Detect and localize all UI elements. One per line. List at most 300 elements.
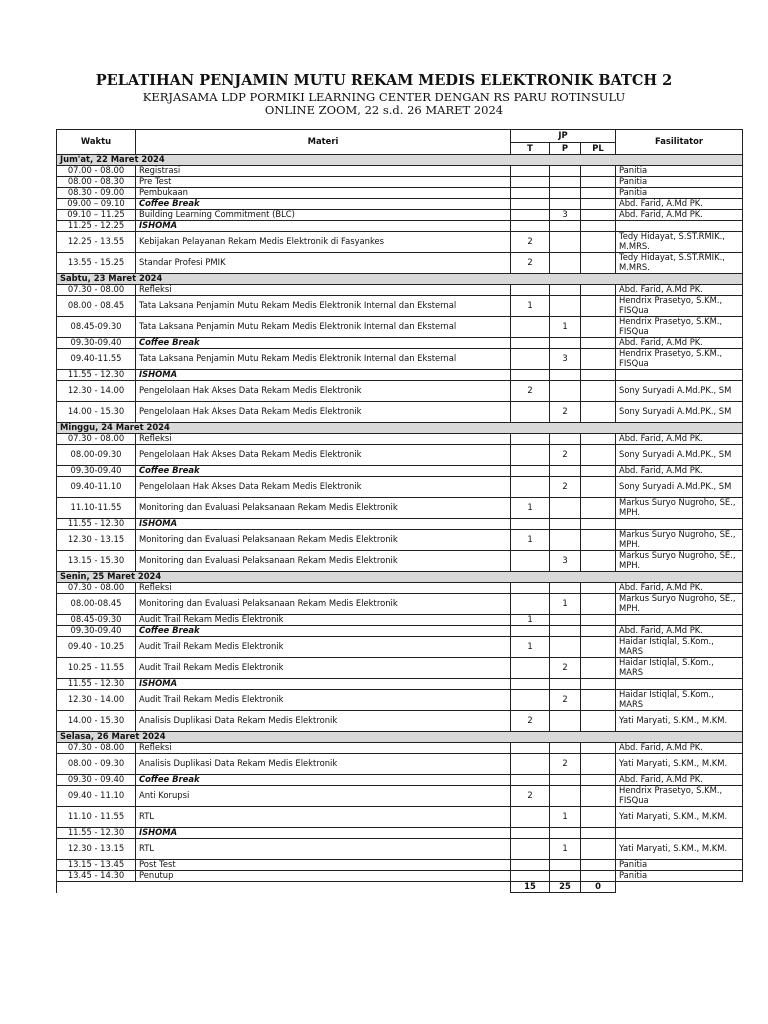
session-topic: Tata Laksana Penjamin Mutu Rekam Medis Elektronik Internal dan Eksternal: [136, 296, 511, 317]
session-jp-p: [550, 221, 581, 232]
session-facilitator: Tedy Hidayat, S.ST.RMIK., M.MRS.: [616, 253, 743, 274]
session-jp-p: [550, 637, 581, 658]
session-jp-p: [550, 786, 581, 807]
session-row: [57, 583, 743, 594]
session-jp-t: [511, 807, 550, 828]
session-topic: Registrasi: [136, 166, 511, 177]
session-facilitator: Hendrix Prasetyo, S.KM., FISQua: [616, 349, 743, 370]
session-jp-t: 1: [511, 637, 550, 658]
session-facilitator: [616, 519, 743, 530]
session-time: 13.45 - 14.30: [57, 871, 136, 882]
session-row: [57, 466, 743, 477]
session-jp-t: [511, 434, 550, 445]
session-row: [57, 637, 743, 658]
session-row: [57, 690, 743, 711]
session-row: [57, 754, 743, 775]
session-topic: Coffee Break: [136, 775, 511, 786]
total-blank-cell: [136, 882, 511, 893]
session-time: 09.00 – 09.10: [57, 199, 136, 210]
session-jp-p: [550, 285, 581, 296]
session-topic: Penutup: [136, 871, 511, 882]
day-header-row: [57, 732, 743, 743]
session-row: [57, 221, 743, 232]
session-facilitator: [616, 615, 743, 626]
session-facilitator: Sony Suryadi A.Md.PK., SM: [616, 445, 743, 466]
session-facilitator: Haidar Istiqlal, S.Kom., MARS: [616, 690, 743, 711]
session-jp-t: [511, 839, 550, 860]
session-row: [57, 338, 743, 349]
session-jp-pl: [581, 786, 616, 807]
session-time: 09.40 - 11.10: [57, 786, 136, 807]
session-jp-pl: [581, 188, 616, 199]
session-facilitator: [616, 828, 743, 839]
session-time: 11.10-11.55: [57, 498, 136, 519]
session-jp-t: [511, 317, 550, 338]
session-jp-p: 1: [550, 594, 581, 615]
session-time: 12.30 - 13.15: [57, 530, 136, 551]
schedule-body: [57, 155, 743, 893]
session-jp-t: 1: [511, 615, 550, 626]
session-topic: Analisis Duplikasi Data Rekam Medis Elektronik: [136, 711, 511, 732]
session-jp-t: [511, 594, 550, 615]
session-jp-p: 1: [550, 839, 581, 860]
session-facilitator: Abd. Farid, A.Md PK.: [616, 434, 743, 445]
session-time: 09.30-09.40: [57, 338, 136, 349]
session-topic: Coffee Break: [136, 466, 511, 477]
session-jp-t: [511, 466, 550, 477]
session-time: 07.00 - 08.00: [57, 166, 136, 177]
session-time: 11.55 - 12.30: [57, 370, 136, 381]
day-label: Sabtu, 23 Maret 2024: [57, 274, 743, 285]
session-time: 14.00 - 15.30: [57, 711, 136, 732]
session-time: 13.55 - 15.25: [57, 253, 136, 274]
session-jp-pl: [581, 775, 616, 786]
session-jp-p: [550, 860, 581, 871]
session-time: 12.25 - 13.55: [57, 232, 136, 253]
session-topic: Standar Profesi PMIK: [136, 253, 511, 274]
session-jp-t: [511, 860, 550, 871]
session-jp-p: [550, 296, 581, 317]
session-jp-pl: [581, 551, 616, 572]
session-jp-t: [511, 338, 550, 349]
session-jp-t: [511, 166, 550, 177]
session-jp-p: [550, 188, 581, 199]
session-jp-t: [511, 370, 550, 381]
session-time: 09.30-09.40: [57, 466, 136, 477]
session-row: [57, 434, 743, 445]
session-facilitator: Sony Suryadi A.Md.PK., SM: [616, 381, 743, 402]
session-topic: Coffee Break: [136, 199, 511, 210]
session-row: [57, 775, 743, 786]
session-jp-t: [511, 583, 550, 594]
session-row: [57, 594, 743, 615]
session-facilitator: Abd. Farid, A.Md PK.: [616, 626, 743, 637]
session-jp-t: [511, 754, 550, 775]
session-facilitator: Markus Suryo Nugroho, SE., MPH.: [616, 498, 743, 519]
session-jp-p: 1: [550, 317, 581, 338]
session-jp-pl: [581, 221, 616, 232]
session-time: 09.30-09.40: [57, 626, 136, 637]
session-row: [57, 743, 743, 754]
column-header-jp: JP: [511, 130, 616, 143]
session-topic: Tata Laksana Penjamin Mutu Rekam Medis Elektronik Internal dan Eksternal: [136, 349, 511, 370]
session-row: [57, 839, 743, 860]
session-topic: Post Test: [136, 860, 511, 871]
session-jp-p: [550, 871, 581, 882]
session-topic: ISHOMA: [136, 370, 511, 381]
session-jp-p: [550, 530, 581, 551]
session-facilitator: Panitia: [616, 871, 743, 882]
session-jp-pl: [581, 498, 616, 519]
session-time: 08.45-09.30: [57, 615, 136, 626]
session-jp-t: [511, 551, 550, 572]
session-facilitator: Hendrix Prasetyo, S.KM., FISQua: [616, 786, 743, 807]
session-facilitator: Yati Maryati, S.KM., M.KM.: [616, 754, 743, 775]
document-subtitle-venue-date: ONLINE ZOOM, 22 s.d. 26 MARET 2024: [264, 103, 504, 117]
session-time: 08.00-09.30: [57, 445, 136, 466]
total-jp-t: 15: [511, 882, 550, 893]
session-row: [57, 166, 743, 177]
session-jp-p: [550, 583, 581, 594]
session-jp-pl: [581, 199, 616, 210]
session-topic: ISHOMA: [136, 519, 511, 530]
session-time: 11.55 - 12.30: [57, 679, 136, 690]
day-header-row: [57, 155, 743, 166]
session-jp-pl: [581, 381, 616, 402]
session-facilitator: Panitia: [616, 860, 743, 871]
day-label: Senin, 25 Maret 2024: [57, 572, 743, 583]
session-row: [57, 860, 743, 871]
session-topic: ISHOMA: [136, 221, 511, 232]
session-row: [57, 828, 743, 839]
session-time: 11.25 - 12.25: [57, 221, 136, 232]
session-facilitator: Haidar Istiqlal, S.Kom., MARS: [616, 658, 743, 679]
session-jp-pl: [581, 711, 616, 732]
session-facilitator: [616, 221, 743, 232]
session-jp-pl: [581, 754, 616, 775]
session-jp-pl: [581, 743, 616, 754]
session-topic: Monitoring dan Evaluasi Pelaksanaan Rekam Medis Elektronik: [136, 594, 511, 615]
session-topic: ISHOMA: [136, 828, 511, 839]
session-jp-t: [511, 177, 550, 188]
session-jp-p: [550, 615, 581, 626]
session-facilitator: Abd. Farid, A.Md PK.: [616, 199, 743, 210]
session-jp-pl: [581, 370, 616, 381]
session-time: 07.30 - 08.00: [57, 583, 136, 594]
session-topic: Pengelolaan Hak Akses Data Rekam Medis Elektronik: [136, 445, 511, 466]
session-jp-pl: [581, 466, 616, 477]
session-jp-t: [511, 188, 550, 199]
session-row: [57, 402, 743, 423]
session-time: 11.55 - 12.30: [57, 519, 136, 530]
session-jp-pl: [581, 615, 616, 626]
session-row: [57, 199, 743, 210]
session-jp-p: [550, 177, 581, 188]
session-jp-pl: [581, 583, 616, 594]
session-jp-p: 3: [550, 210, 581, 221]
session-topic: RTL: [136, 839, 511, 860]
session-time: 07.30 - 08.00: [57, 434, 136, 445]
session-jp-p: [550, 166, 581, 177]
session-row: [57, 445, 743, 466]
session-topic: Refleksi: [136, 434, 511, 445]
total-jp-pl: 0: [581, 882, 616, 893]
session-row: [57, 477, 743, 498]
column-header-t: T: [511, 143, 550, 155]
session-topic: Pembukaan: [136, 188, 511, 199]
session-topic: Analisis Duplikasi Data Rekam Medis Elektronik: [136, 754, 511, 775]
session-jp-t: [511, 690, 550, 711]
session-jp-pl: [581, 807, 616, 828]
session-jp-t: 1: [511, 296, 550, 317]
session-topic: Pengelolaan Hak Akses Data Rekam Medis Elektronik: [136, 402, 511, 423]
session-jp-p: 2: [550, 402, 581, 423]
session-jp-t: 2: [511, 711, 550, 732]
session-facilitator: Markus Suryo Nugroho, SE., MPH.: [616, 594, 743, 615]
session-jp-pl: [581, 434, 616, 445]
session-row: [57, 349, 743, 370]
session-time: 08.00 - 08.30: [57, 177, 136, 188]
day-header-row: [57, 274, 743, 285]
session-facilitator: Abd. Farid, A.Md PK.: [616, 210, 743, 221]
session-jp-p: [550, 232, 581, 253]
session-jp-pl: [581, 210, 616, 221]
session-facilitator: Sony Suryadi A.Md.PK., SM: [616, 402, 743, 423]
session-jp-pl: [581, 839, 616, 860]
session-jp-pl: [581, 177, 616, 188]
session-jp-pl: [581, 338, 616, 349]
session-jp-pl: [581, 477, 616, 498]
session-jp-t: 2: [511, 381, 550, 402]
session-jp-pl: [581, 232, 616, 253]
session-facilitator: Abd. Farid, A.Md PK.: [616, 743, 743, 754]
session-topic: Monitoring dan Evaluasi Pelaksanaan Rekam Medis Elektronik: [136, 530, 511, 551]
session-row: [57, 530, 743, 551]
day-label: Jum'at, 22 Maret 2024: [57, 155, 743, 166]
session-jp-p: [550, 828, 581, 839]
session-jp-pl: [581, 296, 616, 317]
session-row: [57, 296, 743, 317]
session-topic: Audit Trail Rekam Medis Elektronik: [136, 690, 511, 711]
session-jp-t: [511, 210, 550, 221]
session-time: 08.00-08.45: [57, 594, 136, 615]
session-topic: Coffee Break: [136, 626, 511, 637]
session-jp-t: [511, 679, 550, 690]
session-topic: RTL: [136, 807, 511, 828]
session-jp-pl: [581, 445, 616, 466]
session-topic: Pre Test: [136, 177, 511, 188]
session-jp-t: 2: [511, 786, 550, 807]
session-topic: Building Learning Commitment (BLC): [136, 210, 511, 221]
session-jp-p: [550, 338, 581, 349]
session-jp-t: [511, 477, 550, 498]
session-jp-pl: [581, 349, 616, 370]
session-facilitator: Abd. Farid, A.Md PK.: [616, 466, 743, 477]
session-jp-p: 2: [550, 754, 581, 775]
total-blank-cell: [57, 882, 136, 893]
session-jp-t: [511, 221, 550, 232]
session-jp-p: [550, 466, 581, 477]
session-facilitator: Abd. Farid, A.Md PK.: [616, 775, 743, 786]
session-facilitator: Yati Maryati, S.KM., M.KM.: [616, 839, 743, 860]
session-facilitator: Yati Maryati, S.KM., M.KM.: [616, 711, 743, 732]
session-facilitator: Panitia: [616, 188, 743, 199]
session-jp-pl: [581, 519, 616, 530]
session-jp-pl: [581, 626, 616, 637]
session-facilitator: Abd. Farid, A.Md PK.: [616, 583, 743, 594]
session-jp-p: [550, 381, 581, 402]
session-jp-pl: [581, 860, 616, 871]
session-jp-t: [511, 743, 550, 754]
session-facilitator: Abd. Farid, A.Md PK.: [616, 338, 743, 349]
session-time: 08.45-09.30: [57, 317, 136, 338]
session-row: [57, 679, 743, 690]
day-label: Selasa, 26 Maret 2024: [57, 732, 743, 743]
session-jp-t: 2: [511, 253, 550, 274]
session-jp-p: 1: [550, 807, 581, 828]
session-topic: Coffee Break: [136, 338, 511, 349]
document-title: PELATIHAN PENJAMIN MUTU REKAM MEDIS ELEKTRONIK BATCH 2: [95, 72, 673, 89]
session-jp-pl: [581, 594, 616, 615]
session-jp-p: 3: [550, 551, 581, 572]
session-row: [57, 807, 743, 828]
session-jp-pl: [581, 530, 616, 551]
session-row: [57, 615, 743, 626]
session-topic: Monitoring dan Evaluasi Pelaksanaan Rekam Medis Elektronik: [136, 498, 511, 519]
session-jp-p: 2: [550, 477, 581, 498]
session-facilitator: Hendrix Prasetyo, S.KM., FISQua: [616, 296, 743, 317]
session-time: 08.30 - 09.00: [57, 188, 136, 199]
session-jp-t: 2: [511, 232, 550, 253]
session-row: [57, 711, 743, 732]
document-subtitle-partnership: KERJASAMA LDP PORMIKI LEARNING CENTER DENGAN RS PARU ROTINSULU: [142, 90, 626, 104]
session-jp-p: [550, 498, 581, 519]
session-jp-pl: [581, 253, 616, 274]
session-time: 07.30 - 08.00: [57, 285, 136, 296]
session-topic: Monitoring dan Evaluasi Pelaksanaan Rekam Medis Elektronik: [136, 551, 511, 572]
session-row: [57, 253, 743, 274]
session-row: [57, 285, 743, 296]
session-jp-p: [550, 253, 581, 274]
session-topic: Refleksi: [136, 583, 511, 594]
column-header-p: P: [550, 143, 581, 155]
session-time: 10.25 - 11.55: [57, 658, 136, 679]
session-row: [57, 232, 743, 253]
session-jp-pl: [581, 166, 616, 177]
session-facilitator: Markus Suryo Nugroho, SE., MPH.: [616, 530, 743, 551]
session-facilitator: Markus Suryo Nugroho, SE., MPH.: [616, 551, 743, 572]
total-blank-cell: [616, 882, 743, 893]
session-jp-t: [511, 199, 550, 210]
session-jp-pl: [581, 828, 616, 839]
day-header-row: [57, 423, 743, 434]
session-time: 07.30 - 08.00: [57, 743, 136, 754]
session-jp-t: [511, 402, 550, 423]
session-row: [57, 381, 743, 402]
session-jp-p: [550, 370, 581, 381]
session-row: [57, 519, 743, 530]
session-facilitator: [616, 370, 743, 381]
session-jp-pl: [581, 690, 616, 711]
session-row: [57, 498, 743, 519]
session-facilitator: Panitia: [616, 177, 743, 188]
session-jp-t: [511, 285, 550, 296]
session-jp-t: [511, 658, 550, 679]
session-jp-p: 2: [550, 658, 581, 679]
session-jp-p: [550, 434, 581, 445]
session-jp-pl: [581, 317, 616, 338]
session-jp-p: 3: [550, 349, 581, 370]
session-facilitator: Yati Maryati, S.KM., M.KM.: [616, 807, 743, 828]
column-header-fasilitator: Fasilitator: [616, 130, 743, 155]
session-row: [57, 188, 743, 199]
session-time: 09.40-11.55: [57, 349, 136, 370]
session-time: 12.30 - 14.00: [57, 381, 136, 402]
session-facilitator: Tedy Hidayat, S.ST.RMIK., M.MRS.: [616, 232, 743, 253]
session-time: 12.30 - 14.00: [57, 690, 136, 711]
session-jp-pl: [581, 637, 616, 658]
session-row: [57, 210, 743, 221]
session-topic: Audit Trail Rekam Medis Elektronik: [136, 615, 511, 626]
session-row: [57, 551, 743, 572]
session-jp-t: 1: [511, 498, 550, 519]
session-jp-p: 2: [550, 690, 581, 711]
session-jp-p: [550, 199, 581, 210]
session-jp-t: [511, 871, 550, 882]
session-jp-pl: [581, 871, 616, 882]
session-jp-p: [550, 679, 581, 690]
session-jp-t: [511, 775, 550, 786]
session-facilitator: Sony Suryadi A.Md.PK., SM: [616, 477, 743, 498]
session-jp-pl: [581, 285, 616, 296]
session-row: [57, 370, 743, 381]
session-jp-p: [550, 626, 581, 637]
session-row: [57, 177, 743, 188]
session-facilitator: Abd. Farid, A.Md PK.: [616, 285, 743, 296]
session-facilitator: [616, 679, 743, 690]
session-jp-pl: [581, 658, 616, 679]
session-time: 08.00 - 08.45: [57, 296, 136, 317]
session-jp-p: [550, 519, 581, 530]
schedule-table: [56, 129, 743, 893]
session-jp-p: [550, 711, 581, 732]
session-jp-t: [511, 445, 550, 466]
session-topic: Tata Laksana Penjamin Mutu Rekam Medis Elektronik Internal dan Eksternal: [136, 317, 511, 338]
session-facilitator: Hendrix Prasetyo, S.KM., FISQua: [616, 317, 743, 338]
session-row: [57, 871, 743, 882]
session-jp-t: 1: [511, 530, 550, 551]
session-time: 09.30 - 09.40: [57, 775, 136, 786]
column-header-pl: PL: [581, 143, 616, 155]
day-header-row: [57, 572, 743, 583]
total-row: [57, 882, 743, 893]
session-topic: Kebijakan Pelayanan Rekam Medis Elektronik di Fasyankes: [136, 232, 511, 253]
session-topic: ISHOMA: [136, 679, 511, 690]
session-topic: Refleksi: [136, 285, 511, 296]
session-facilitator: Haidar Istiqlal, S.Kom., MARS: [616, 637, 743, 658]
session-time: 08.00 - 09.30: [57, 754, 136, 775]
session-time: 12.30 - 13.15: [57, 839, 136, 860]
session-time: 09.40 - 10.25: [57, 637, 136, 658]
session-row: [57, 317, 743, 338]
session-topic: Refleksi: [136, 743, 511, 754]
session-time: 09.40-11.10: [57, 477, 136, 498]
session-jp-p: 2: [550, 445, 581, 466]
session-jp-pl: [581, 402, 616, 423]
session-time: 13.15 - 15.30: [57, 551, 136, 572]
session-jp-p: [550, 775, 581, 786]
session-topic: Audit Trail Rekam Medis Elektronik: [136, 658, 511, 679]
